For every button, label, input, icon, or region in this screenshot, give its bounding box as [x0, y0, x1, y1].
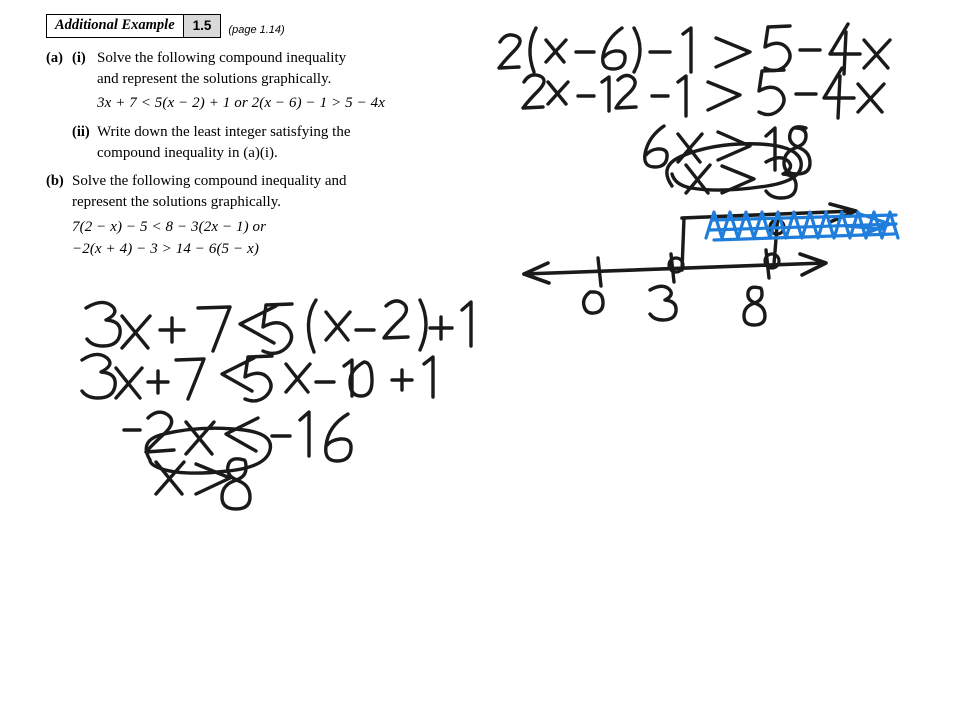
item-a-i-line-1: Solve the following compound inequality: [97, 49, 347, 66]
item-a-ii-line-1: Write down the least integer satisfying the: [97, 123, 351, 140]
item-a-ii: [46, 122, 466, 165]
hw-left-answer: [156, 459, 250, 509]
hw-right-line-3: [645, 126, 810, 174]
item-b-line-1: Solve the following compound inequality and: [72, 173, 347, 190]
hw-number-line: [524, 204, 856, 325]
hw-right-line-2: [523, 68, 884, 118]
item-b-label: (b): [46, 173, 64, 190]
hw-left-line-2: [82, 354, 433, 400]
hw-right-line-1: [499, 24, 890, 74]
hw-left-line-1: [86, 300, 471, 353]
item-a-ii-label: (ii): [72, 123, 90, 140]
hw-right-answer: [686, 158, 796, 198]
item-a-i-body: [97, 48, 466, 115]
item-b-line-2: represent the solutions graphically.: [72, 194, 281, 211]
item-a-i-label: (i): [72, 49, 86, 66]
item-a-i: [46, 48, 466, 115]
item-b: [46, 171, 466, 260]
item-b-equation-2: −2(x + 4) − 3 > 14 − 6(5 − x): [72, 241, 259, 258]
example-header: [46, 14, 466, 38]
item-b-body: [72, 171, 466, 260]
hw-left-line-3: [124, 412, 351, 461]
item-a-label: (a): [46, 49, 63, 66]
example-page-ref: (page 1.14): [228, 23, 285, 36]
example-title: Additional Example: [55, 17, 175, 33]
example-number: 1.5: [183, 15, 221, 37]
example-header-box: [46, 14, 221, 38]
item-b-equation-1: 7(2 − x) − 5 < 8 − 3(2x − 1) or: [72, 218, 267, 235]
item-a-ii-line-2: compound inequality in (a)(i).: [97, 144, 278, 161]
item-a-i-equation: 3x + 7 < 5(x − 2) + 1 or 2(x − 6) − 1 > 5 − 4x: [97, 95, 386, 112]
hw-blue-shading: [706, 212, 898, 240]
item-a-i-line-2: and represent the solutions graphically.: [97, 70, 332, 87]
printed-worksheet: [46, 14, 466, 260]
item-a-ii-body: [97, 122, 466, 165]
